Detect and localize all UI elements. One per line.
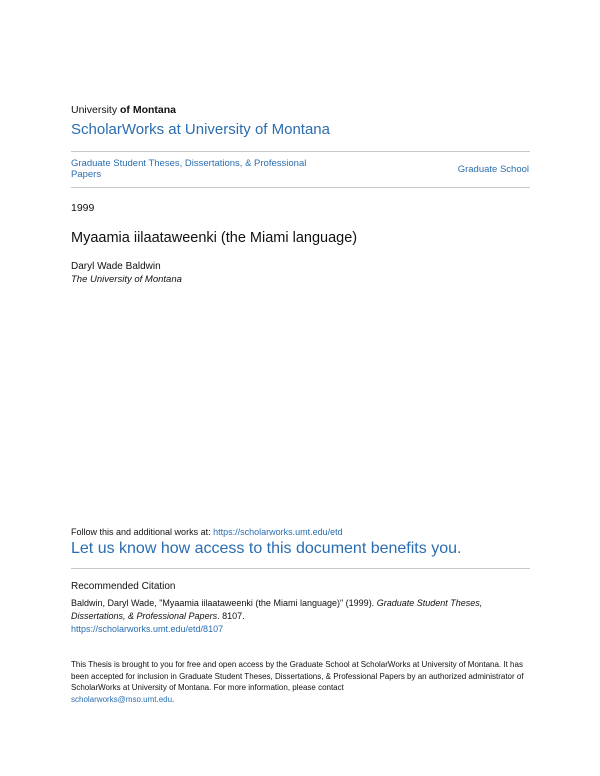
document-title: Myaamia iilaataweenki (the Miami language) — [71, 230, 358, 246]
university-of: of — [120, 104, 130, 116]
benefits-link[interactable]: Let us know how access to this document benefits you. — [71, 540, 462, 557]
citation-number: . 8107. — [217, 611, 245, 621]
collection-link[interactable]: Graduate Student Theses, Dissertations, & Professional Papers — [71, 158, 307, 180]
follow-url-link[interactable]: https://scholarworks.umt.edu/etd — [213, 527, 343, 537]
university-name: Montana — [129, 104, 177, 116]
citation-heading: Recommended Citation — [71, 581, 176, 592]
notice-end: . — [172, 694, 175, 704]
citation-prefix: Baldwin, Daryl Wade, "Myaamia iilaataweenki (the Miami language)" (1999). — [71, 598, 377, 608]
notice-text: This Thesis is brought to you for free and open access by the Graduate School at ScholarWorks at University of Montana. It has been accepted for inclusion in Graduate Student Theses, Dissertations, & Professional Papers by an authorized administrator of ScholarWorks at University of Montana. For more information, please contact — [71, 660, 524, 693]
follow-line — [71, 527, 343, 537]
author-name: Daryl Wade Baldwin — [71, 261, 161, 272]
access-notice — [71, 659, 531, 705]
divider-top — [71, 151, 530, 152]
contact-email-link[interactable]: scholarworks@mso.umt.edu — [71, 694, 173, 704]
citation-series: Graduate Student Theses, Dissertations, & Professional Papers — [71, 598, 483, 621]
publication-year: 1999 — [71, 202, 95, 214]
school-link[interactable]: Graduate School — [457, 164, 529, 175]
author-affiliation: The University of Montana — [71, 274, 182, 285]
follow-label: Follow this and additional works at: — [71, 527, 214, 537]
university-prefix: University — [71, 104, 121, 116]
university-label — [71, 104, 176, 116]
citation-text — [71, 597, 531, 636]
divider-follow — [71, 568, 530, 569]
citation-url-link[interactable]: https://scholarworks.umt.edu/etd/8107 — [71, 624, 224, 634]
repository-link[interactable]: ScholarWorks at University of Montana — [71, 121, 330, 138]
divider-series — [71, 187, 530, 188]
